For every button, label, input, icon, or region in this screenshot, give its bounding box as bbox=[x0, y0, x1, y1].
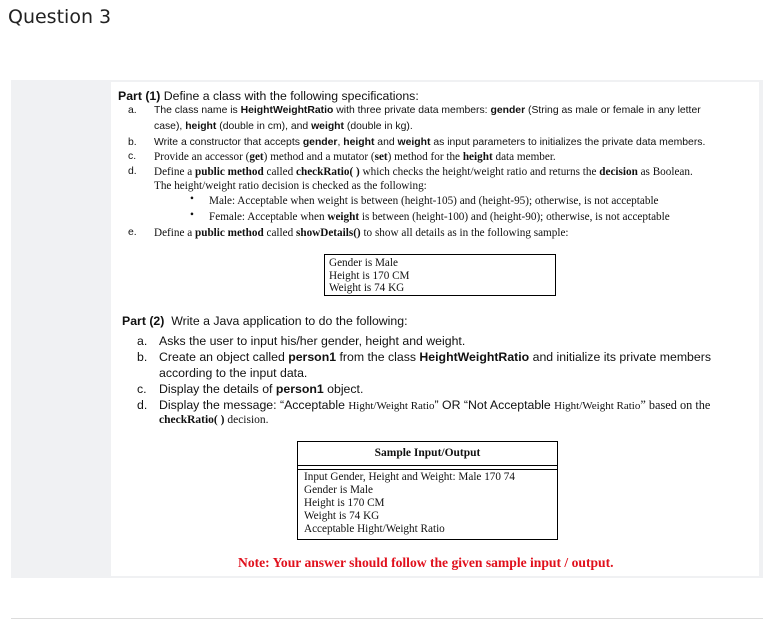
part2-item-b bbox=[137, 349, 711, 365]
item-text: Display the message: “Acceptable Hight/Weight Ratio” OR “Not Acceptable Hight/Weight Ratio” based on the bbox=[159, 398, 711, 412]
part1-bullet-female: Female: Acceptable when weight is between (height-100) and (height-90); otherwise, is not acceptable bbox=[209, 211, 670, 223]
item-text: Provide an accessor (get) method and a mutator (set) method for the height data member. bbox=[154, 151, 556, 163]
sample-line: Gender is Male bbox=[304, 484, 373, 496]
sample-line: Weight is 74 KG bbox=[304, 510, 380, 522]
part2-item-d-line2: checkRatio( ) decision. bbox=[159, 414, 269, 426]
sample-line: Weight is 74 KG bbox=[329, 282, 405, 294]
item-marker: d. bbox=[128, 166, 137, 177]
part1-intro: Define a class with the following specifications: bbox=[163, 89, 419, 103]
part1-label: Part (1) bbox=[118, 89, 161, 103]
item-text: Write a constructor that accepts gender, height and weight as input parameters to initializes the private data members. bbox=[154, 137, 706, 148]
part1-item-d-line2: The height/weight ratio decision is checked as the following: bbox=[154, 180, 427, 192]
item-marker: b. bbox=[137, 350, 148, 364]
part2-label: Part (2) bbox=[122, 314, 165, 328]
item-marker: d. bbox=[137, 398, 148, 412]
question-title: Question 3 bbox=[8, 6, 112, 28]
part2-item-d bbox=[137, 397, 711, 413]
sample-io-header: Sample Input/Output bbox=[298, 442, 557, 466]
item-marker: c. bbox=[137, 382, 147, 396]
sample-io-table bbox=[297, 441, 558, 540]
part1-heading bbox=[118, 89, 419, 103]
item-text: The class name is HeightWeightRatio with three private data members: gender (String as male or female in any letter bbox=[154, 105, 701, 116]
part2-heading bbox=[122, 314, 408, 328]
part2-item-b-line2: according to the input data. bbox=[159, 366, 308, 380]
part2-intro: Write a Java application to do the following: bbox=[171, 314, 408, 328]
item-text: Define a public method called checkRatio( ) which checks the height/weight ratio and returns the decision as Boolean. bbox=[154, 166, 693, 178]
divider bbox=[11, 618, 763, 619]
sample-io-lines bbox=[298, 470, 557, 537]
item-marker: a. bbox=[137, 334, 148, 348]
item-marker: a. bbox=[128, 105, 137, 116]
item-text: Display the details of person1 object. bbox=[159, 382, 364, 396]
sample-line: Gender is Male bbox=[329, 257, 398, 269]
part2-item-a bbox=[137, 333, 466, 349]
part2-item-c bbox=[137, 381, 364, 397]
item-marker: b. bbox=[128, 137, 137, 148]
part1-item-a-line2: case), height (double in cm), and weight (double in kg). bbox=[154, 121, 413, 132]
item-marker: c. bbox=[128, 151, 137, 162]
part1-bullet-male: Male: Acceptable when weight is between (height-105) and (height-95); otherwise, is not acceptable bbox=[209, 195, 659, 207]
item-text: Asks the user to input his/her gender, height and weight. bbox=[159, 334, 466, 348]
note-text: Note: Your answer should follow the given sample input / output. bbox=[238, 555, 614, 570]
sample-output-box bbox=[324, 254, 556, 296]
sample-line: Height is 170 CM bbox=[304, 497, 385, 509]
item-marker: e. bbox=[128, 227, 137, 238]
item-text: Create an object called person1 from the class HeightWeightRatio and initialize its private members bbox=[159, 350, 711, 364]
sample-line: Height is 170 CM bbox=[329, 269, 410, 282]
bullet-icon: • bbox=[190, 209, 194, 221]
sample-line: Input Gender, Height and Weight: Male 170 74 bbox=[304, 471, 515, 483]
sample-line: Acceptable Hight/Weight Ratio bbox=[304, 523, 445, 535]
bullet-icon: • bbox=[190, 193, 194, 205]
item-text: Define a public method called showDetails() to show all details as in the following sample: bbox=[154, 227, 569, 239]
